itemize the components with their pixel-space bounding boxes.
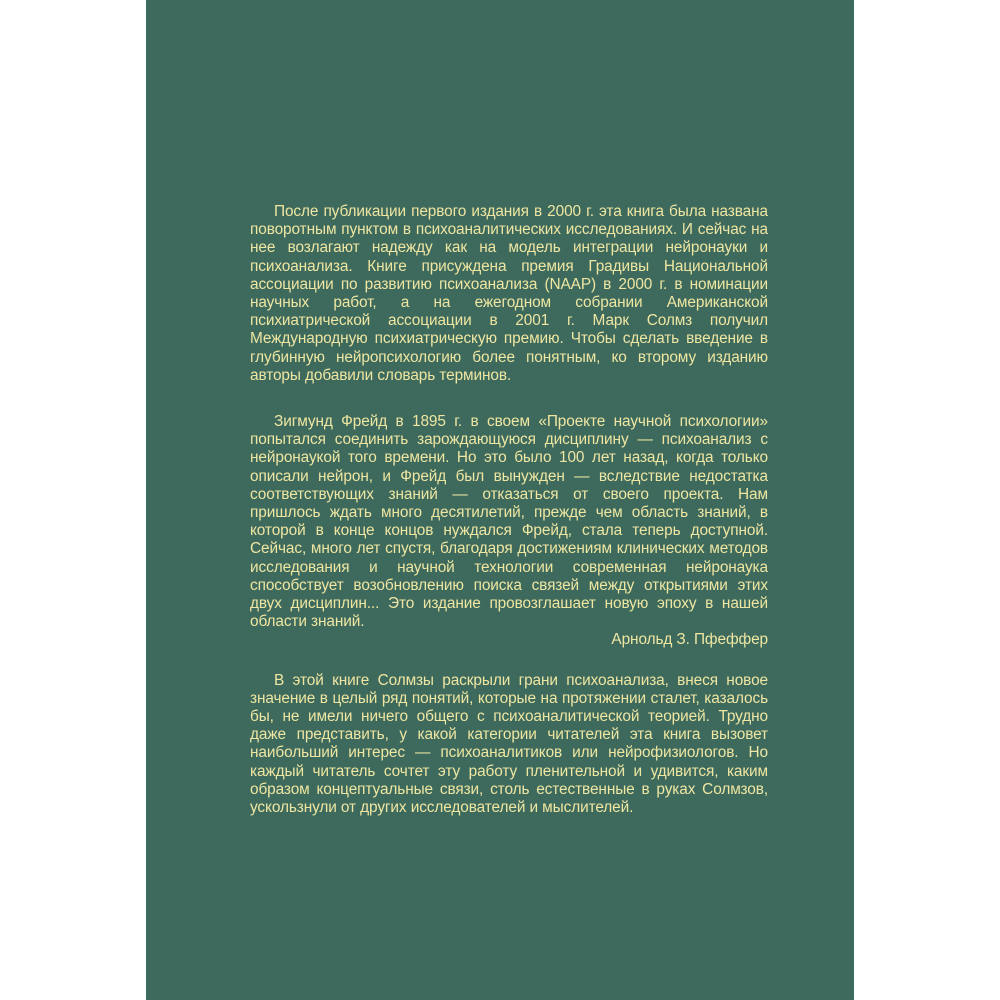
quote-signature: Арнольд З. Пфеффер xyxy=(611,631,768,649)
paragraph-book-review: В этой книге Солмзы раскрыли грани психоанализа, внеся новое значение в целый ряд понятий, которые на протяжении сталет, казалось бы, не имели ничего общего с психоаналитической теорией. Трудно даже представить, у какой категории читателей эта книга вызовет наибольший интерес — психоаналитиков или нейрофизиологов. Но каждый читатель сочтет эту работу пленительной и удивится, каким образом концептуальные связи, столь естественные в руках Солмзов, ускользнули от других исследователей и мыслителей. xyxy=(250,671,768,817)
cover-text-block xyxy=(250,203,768,817)
book-back-cover xyxy=(146,0,854,1000)
paragraph-spacer xyxy=(250,385,768,413)
paragraph-spacer xyxy=(250,650,768,672)
paragraph-pfeffer-quote: Зигмунд Фрейд в 1895 г. в своем «Проекте научной психологии» попытался соединить зарождающуюся дисциплину — психоанализ с нейронаукой того времени. Но это было 100 лет назад, когда только описали нейрон, и Фрейд был вынужден — вследствие недостатка соответствующих знаний — отказаться от своего проекта. Нам пришлось ждать много десятилетий, прежде чем область знаний, в которой в конце концов нуждался Фрейд, стала теперь доступной. Сейчас, много лет спустя, благодаря достижениям клинических методов исследования и научной технологии современная нейронаука способствует возобновлению поиска связей между открытиями этих двух дисциплин... Это издание провозглашает новую эпоху в нашей области знаний. xyxy=(250,413,768,631)
paragraph-publication-history: После публикации первого издания в 2000 г. эта книга была названа поворотным пунктом в психоаналитических исследованиях. И сейчас на нее возлагают надежду как на модель интеграции нейронауки и психоанализа. Книге присуждена премия Градивы Национальной ассоциации по развитию психоанализа (NAAP) в 2000 г. в номинации научных работ, а на ежегодном собрании Американской психиатрической ассоциации в 2001 г. Марк Солмз получил Международную психиатрическую премию. Чтобы сделать введение в глубинную нейропсихологию более понятным, ко второму изданию авторы добавили словарь терминов. xyxy=(250,203,768,384)
